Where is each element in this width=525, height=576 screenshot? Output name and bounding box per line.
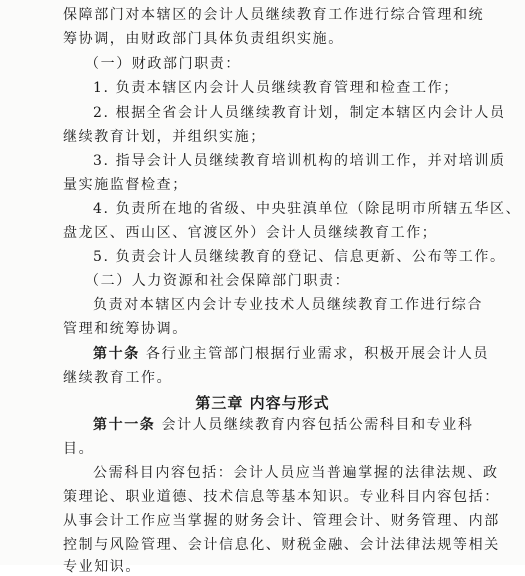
article-10-label: 第十条 xyxy=(93,346,140,362)
text-line: 管理和统筹协调。 xyxy=(63,321,188,337)
text-line: 继续教育工作。 xyxy=(63,370,173,386)
section-heading-finance: （一）财政部门职责： xyxy=(85,56,241,72)
list-item: 5. 负责会计人员继续教育的登记、信息更新、公布等工作。 xyxy=(93,249,506,265)
list-item: 2. 根据全省会计人员继续教育计划，制定本辖区内会计人员 xyxy=(93,105,506,121)
text-line: 保障部门对本辖区的会计人员继续教育工作进行综合管理和统 xyxy=(63,7,485,23)
article-10-text: 各行业主管部门根据行业需求，积极开展会计人员 xyxy=(145,346,490,362)
text-line: 控制与风险管理、会计信息化、财税金融、会计法律法规等相关 xyxy=(63,537,500,553)
section-heading-hr: （二）人力资源和社会保障部门职责： xyxy=(85,273,351,289)
text-line: 筹协调，由财政部门具体负责组织实施。 xyxy=(63,31,344,47)
list-item: 1. 负责本辖区内会计人员继续教育管理和检查工作； xyxy=(93,80,459,96)
article-11-line xyxy=(93,416,473,434)
text-line: 策理论、职业道德、技术信息等基本知识。专业科目内容包括： xyxy=(63,489,500,505)
text-line: 从事会计工作应当掌握的财务会计、管理会计、财务管理、内部 xyxy=(63,513,500,529)
chapter-3-title: 第三章 内容与形式 xyxy=(195,394,330,412)
article-10-line xyxy=(93,345,489,363)
list-item: 4. 负责所在地的省级、中央驻滇单位（除昆明市所辖五华区、 xyxy=(93,201,522,217)
article-11-text: 会计人员继续教育内容包括公需科目和专业科 xyxy=(161,417,474,433)
text-line: 目。 xyxy=(63,441,95,457)
text-line: 公需科目内容包括：会计人员应当普遍掌握的法律法规、政 xyxy=(93,465,499,481)
text-line: 继续教育计划，并组织实施； xyxy=(63,129,266,145)
text-line: 量实施监督检查； xyxy=(63,177,188,193)
text-line: 盘龙区、西山区、官渡区外）会计人员继续教育工作； xyxy=(63,225,438,241)
list-item: 3. 指导会计人员继续教育培训机构的培训工作，并对培训质 xyxy=(93,153,506,169)
text-line: 专业知识。 xyxy=(63,559,141,575)
article-11-label: 第十一条 xyxy=(93,417,156,433)
text-line: 负责对本辖区内会计专业技术人员继续教育工作进行综合 xyxy=(93,297,483,313)
